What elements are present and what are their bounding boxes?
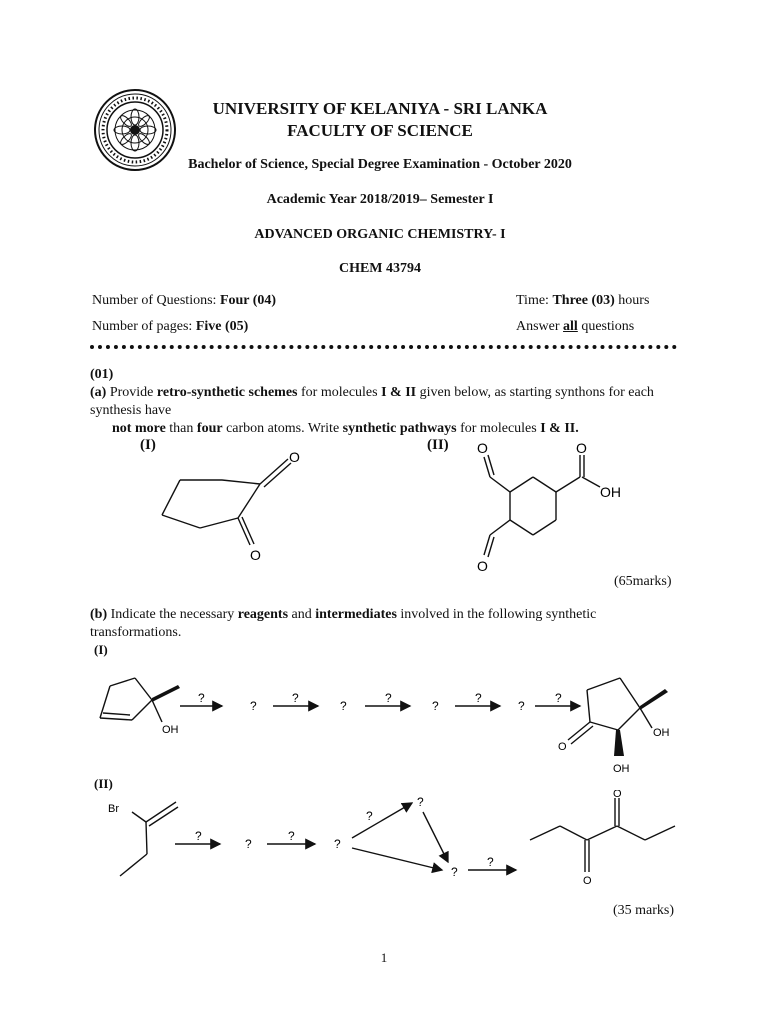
scheme-i (90, 660, 690, 780)
atom-oxygen: O (576, 440, 587, 456)
unknown-reagent: ? (487, 855, 494, 869)
unknown-intermediate: ? (432, 699, 439, 713)
marks-part-b: (35 marks) (613, 903, 675, 918)
question-a-text: (a) Provide retro-synthetic schemes for molecules I & II given below, as starting synthons for each synthesis have not more than four carbon atoms. Write synthetic pathways for molecules I & II. (90, 385, 654, 436)
wedge-bond (640, 689, 668, 710)
unknown-reagent: ? (195, 829, 202, 843)
wedge-bond (152, 685, 180, 702)
reaction-arrow (423, 812, 448, 862)
atom-oxygen: O (583, 875, 592, 887)
unknown-intermediate: ? (417, 795, 424, 809)
molecule-i-label: (I) (140, 437, 156, 453)
molecule-ii-structure (460, 435, 640, 580)
number-of-questions: Number of Questions: Four (04) (92, 293, 277, 308)
unknown-reagent: ? (385, 691, 392, 705)
atom-bromine: Br (108, 803, 119, 815)
course-title: ADVANCED ORGANIC CHEMISTRY- I (254, 227, 506, 242)
unknown-intermediate: ? (245, 837, 252, 851)
molecule-i-structure (150, 440, 320, 570)
academic-year: Academic Year 2018/2019– Semester I (266, 192, 494, 207)
dotted-divider (90, 345, 677, 349)
unknown-reagent: ? (198, 691, 205, 705)
hydroxyl-group: OH (613, 763, 630, 775)
atom-oxygen: O (477, 558, 488, 574)
hydroxyl-group: OH (600, 484, 621, 500)
atom-oxygen: O (289, 449, 300, 465)
unknown-intermediate: ? (334, 837, 341, 851)
scheme-ii (90, 790, 690, 900)
unknown-intermediate: ? (518, 699, 525, 713)
unknown-reagent: ? (475, 691, 482, 705)
question-number: (01) (90, 367, 114, 382)
atom-oxygen: O (477, 440, 488, 456)
wedge-bond (614, 730, 624, 756)
molecule-ii-label: (II) (427, 437, 449, 453)
page-number: 1 (380, 950, 388, 965)
atom-oxygen: O (250, 547, 261, 563)
hydroxyl-group: OH (653, 727, 670, 739)
exam-time: Time: Three (03) hours (516, 293, 650, 308)
reaction-arrow (352, 803, 412, 838)
question-b-text: (b) Indicate the necessary reagents and intermediates involved in the following synthetic transformations. (90, 607, 597, 640)
unknown-reagent: ? (292, 691, 299, 705)
unknown-reagent: ? (288, 829, 295, 843)
reaction-arrow (352, 848, 442, 870)
hydroxyl-group: OH (162, 724, 179, 736)
atom-oxygen: O (558, 741, 567, 753)
unknown-reagent: ? (366, 809, 373, 823)
unknown-intermediate: ? (250, 699, 257, 713)
faculty-name: FACULTY OF SCIENCE (287, 121, 473, 140)
scheme-i-label: (I) (94, 642, 108, 657)
exam-title: Bachelor of Science, Special Degree Examination - October 2020 (188, 157, 572, 172)
university-name: UNIVERSITY OF KELANIYA - SRI LANKA (212, 99, 548, 118)
marks-part-a: (65marks) (614, 574, 672, 589)
unknown-intermediate: ? (340, 699, 347, 713)
atom-oxygen: O (613, 790, 622, 800)
scheme-ii-label: (II) (94, 776, 113, 791)
answer-instruction: Answer all questions (516, 319, 635, 334)
unknown-intermediate: ? (451, 865, 458, 879)
course-code: CHEM 43794 (338, 261, 422, 276)
unknown-reagent: ? (555, 691, 562, 705)
number-of-pages: Number of pages: Five (05) (92, 319, 249, 334)
